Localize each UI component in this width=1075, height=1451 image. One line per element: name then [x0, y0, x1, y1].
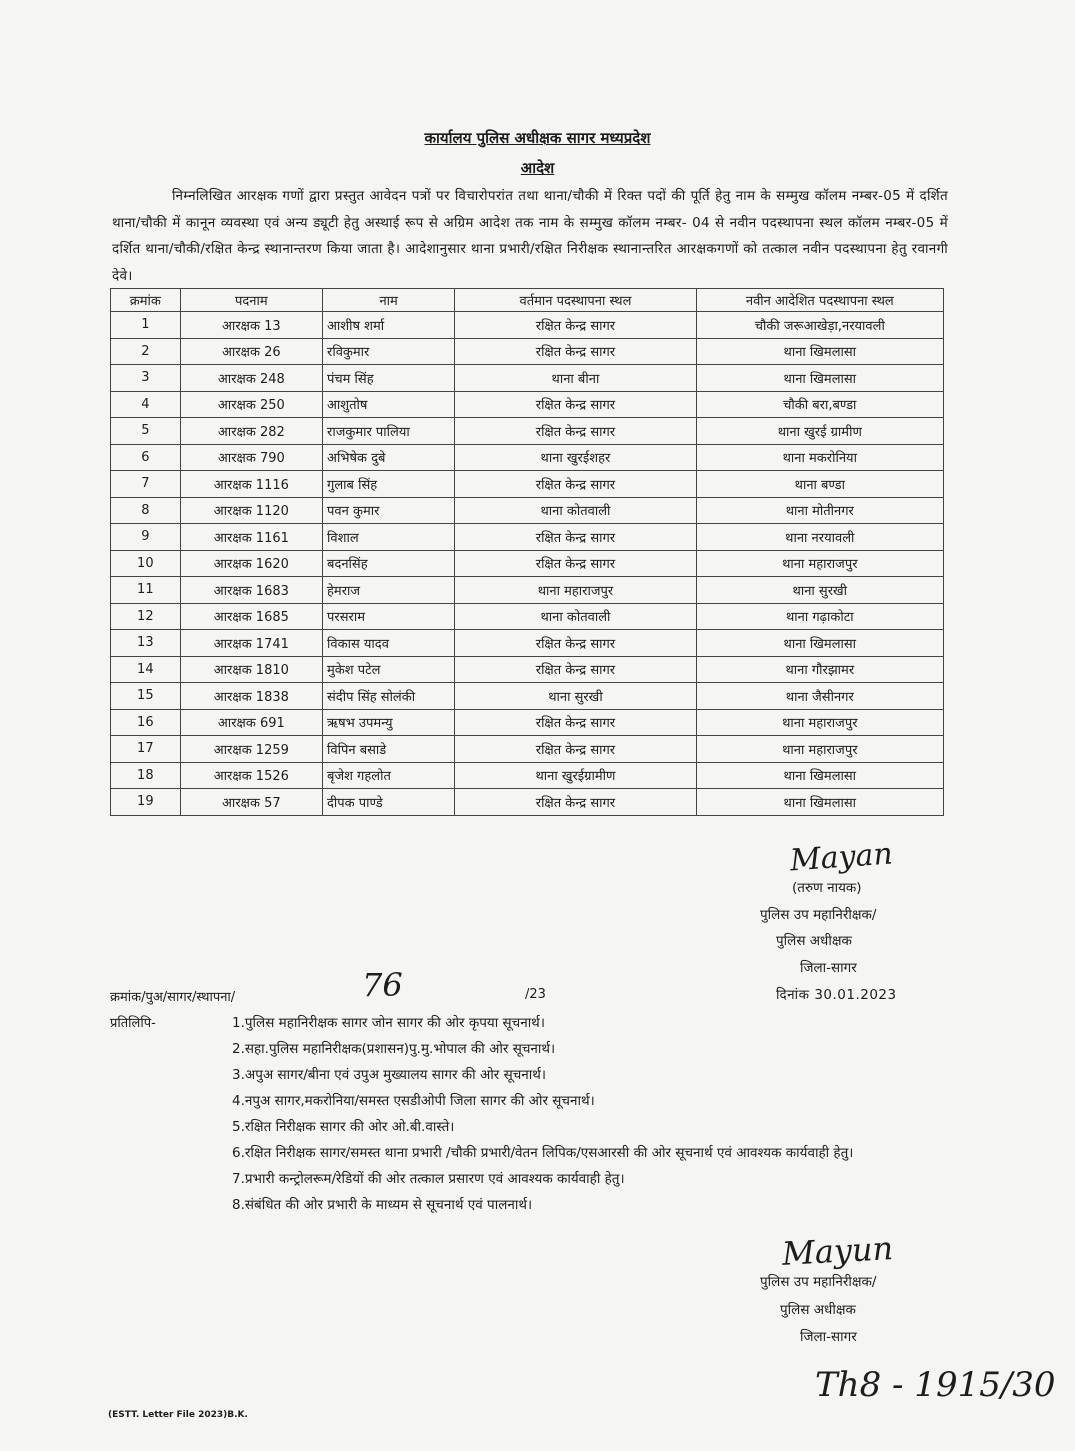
cell-current-posting: रक्षित केन्द्र सागर [455, 709, 696, 736]
cell-designation: आरक्षक 1683 [180, 577, 322, 604]
cell-designation: आरक्षक 1741 [180, 630, 322, 657]
cell-new-posting: थाना गढ़ाकोटा [696, 603, 943, 630]
cell-serial: 11 [111, 577, 181, 604]
cell-designation: आरक्षक 248 [180, 365, 322, 392]
table-row [111, 709, 944, 736]
cell-name: दीपक पाण्डे [323, 789, 455, 816]
cell-name: मुकेश पटेल [323, 656, 455, 683]
cell-new-posting: चौकी जरूआखेड़ा,नरयावली [696, 312, 943, 339]
cell-serial: 1 [111, 312, 181, 339]
cell-serial: 13 [111, 630, 181, 657]
cell-designation: आरक्षक 1685 [180, 603, 322, 630]
cell-serial: 8 [111, 497, 181, 524]
table-row [111, 365, 944, 392]
cell-serial: 19 [111, 789, 181, 816]
cell-current-posting: रक्षित केन्द्र सागर [455, 524, 696, 551]
officer-name: (तरुण नायक) [792, 880, 862, 896]
cell-current-posting: रक्षित केन्द्र सागर [455, 312, 696, 339]
cell-designation: आरक्षक 1810 [180, 656, 322, 683]
cell-new-posting: थाना खिमलासा [696, 762, 943, 789]
cell-serial: 10 [111, 550, 181, 577]
cell-designation: आरक्षक 26 [180, 338, 322, 365]
cell-name: बृजेश गहलोत [323, 762, 455, 789]
cell-new-posting: थाना मकरोनिया [696, 444, 943, 471]
cell-new-posting: थाना महाराजपुर [696, 709, 943, 736]
cell-serial: 7 [111, 471, 181, 498]
header-designation: पदनाम [180, 289, 322, 312]
cell-designation: आरक्षक 1120 [180, 497, 322, 524]
cell-new-posting: थाना खिमलासा [696, 789, 943, 816]
table-row [111, 630, 944, 657]
cell-name: आशीष शर्मा [323, 312, 455, 339]
cell-new-posting: थाना बण्डा [696, 471, 943, 498]
cell-designation: आरक्षक 1838 [180, 683, 322, 710]
cell-designation: आरक्षक 1259 [180, 736, 322, 763]
table-header-row [111, 289, 944, 312]
table-row [111, 391, 944, 418]
copy-item: 7.प्रभारी कन्ट्रोलरूम/रेडियों की ओर तत्काल प्रसारण एवं आवश्यक कार्यवाही हेतु। [232, 1171, 625, 1187]
cell-name: आशुतोष [323, 391, 455, 418]
cell-serial: 4 [111, 391, 181, 418]
office-title: कार्यालय पुलिस अधीक्षक सागर मध्यप्रदेश [424, 129, 651, 147]
cell-name: ऋषभ उपमन्यु [323, 709, 455, 736]
cell-designation: आरक्षक 691 [180, 709, 322, 736]
cell-current-posting: रक्षित केन्द्र सागर [455, 736, 696, 763]
copy-item: 2.सहा.पुलिस महानिरीक्षक(प्रशासन)पु.मु.भोपाल की ओर सूचनार्थ। [232, 1041, 556, 1057]
second-signature-mark: Mayun [781, 1229, 895, 1273]
copy-item: 8.संबंधित की ओर प्रभारी के माध्यम से सूचनार्थ एवं पालनार्थ। [232, 1197, 533, 1213]
cell-name: संदीप सिंह सोलंकी [323, 683, 455, 710]
cell-designation: आरक्षक 250 [180, 391, 322, 418]
table-row [111, 736, 944, 763]
cell-name: अभिषेक दुबे [323, 444, 455, 471]
cell-designation: आरक्षक 1161 [180, 524, 322, 551]
copy-list [232, 1010, 912, 1218]
cell-current-posting: रक्षित केन्द्र सागर [455, 418, 696, 445]
header-name: नाम [323, 289, 455, 312]
handwritten-note: Th8 - 1915/30 [815, 1365, 1056, 1405]
cell-new-posting: थाना महाराजपुर [696, 550, 943, 577]
copy-item: 4.नपुअ सागर,मकरोनिया/समस्त एसडीओपी जिला सागर की ओर सूचनार्थ। [232, 1093, 595, 1109]
copy-item: 3.अपुअ सागर/बीना एवं उपुअ मुख्यालय सागर की ओर सूचनार्थ। [232, 1067, 546, 1083]
copy-item: 6.रक्षित निरीक्षक सागर/समस्त थाना प्रभारी /चौकी प्रभारी/वेतन लिपिक/एसआरसी की ओर सूचनार्थ एवं आवश्यक कार्यवाही हेतु। [232, 1145, 854, 1161]
cell-name: विकास यादव [323, 630, 455, 657]
cell-current-posting: थाना महाराजपुर [455, 577, 696, 604]
cell-current-posting: रक्षित केन्द्र सागर [455, 789, 696, 816]
header-new-posting: नवीन आदेशित पदस्थापना स्थल [696, 289, 943, 312]
cell-current-posting: थाना कोतवाली [455, 497, 696, 524]
second-designation-line-1: पुलिस उप महानिरीक्षक/ [760, 1274, 877, 1290]
cell-new-posting: थाना जैसीनगर [696, 683, 943, 710]
cell-name: विपिन बसाडे [323, 736, 455, 763]
table-row [111, 603, 944, 630]
cell-designation: आरक्षक 13 [180, 312, 322, 339]
cell-serial: 6 [111, 444, 181, 471]
district-label: जिला-सागर [800, 960, 857, 976]
order-date: दिनांक 30.01.2023 [776, 987, 897, 1003]
cell-designation: आरक्षक 57 [180, 789, 322, 816]
cell-new-posting: थाना गौरझामर [696, 656, 943, 683]
table-row [111, 497, 944, 524]
cell-new-posting: थाना मोतीनगर [696, 497, 943, 524]
cell-new-posting: थाना खिमलासा [696, 338, 943, 365]
cell-new-posting: थाना महाराजपुर [696, 736, 943, 763]
second-district-label: जिला-सागर [800, 1329, 857, 1345]
table-row [111, 471, 944, 498]
table-row [111, 524, 944, 551]
cell-name: पंचम सिंह [323, 365, 455, 392]
copy-label: प्रतिलिपि- [110, 1016, 156, 1031]
cell-new-posting: थाना खिमलासा [696, 365, 943, 392]
cell-serial: 9 [111, 524, 181, 551]
cell-current-posting: रक्षित केन्द्र सागर [455, 471, 696, 498]
cell-new-posting: थाना नरयावली [696, 524, 943, 551]
reference-year: /23 [525, 987, 546, 1002]
cell-current-posting: थाना सुरखी [455, 683, 696, 710]
cell-designation: आरक्षक 1620 [180, 550, 322, 577]
table-row [111, 762, 944, 789]
cell-current-posting: रक्षित केन्द्र सागर [455, 550, 696, 577]
cell-designation: आरक्षक 282 [180, 418, 322, 445]
cell-name: हेमराज [323, 577, 455, 604]
cell-name: विशाल [323, 524, 455, 551]
header-serial: क्रमांक [111, 289, 181, 312]
table-row [111, 550, 944, 577]
table-row [111, 656, 944, 683]
cell-designation: आरक्षक 1116 [180, 471, 322, 498]
cell-new-posting: थाना खिमलासा [696, 630, 943, 657]
cell-name: राजकुमार पालिया [323, 418, 455, 445]
cell-new-posting: चौकी बरा,बण्डा [696, 391, 943, 418]
table-row [111, 683, 944, 710]
cell-serial: 2 [111, 338, 181, 365]
reference-number: 76 [362, 966, 403, 1004]
table-row [111, 312, 944, 339]
cell-serial: 3 [111, 365, 181, 392]
cell-current-posting: थाना बीना [455, 365, 696, 392]
designation-line-1: पुलिस उप महानिरीक्षक/ [760, 907, 877, 923]
cell-current-posting: रक्षित केन्द्र सागर [455, 630, 696, 657]
cell-current-posting: थाना खुरईशहर [455, 444, 696, 471]
cell-name: परसराम [323, 603, 455, 630]
cell-serial: 14 [111, 656, 181, 683]
cell-name: बदनसिंह [323, 550, 455, 577]
cell-serial: 5 [111, 418, 181, 445]
cell-new-posting: थाना सुरखी [696, 577, 943, 604]
cell-serial: 16 [111, 709, 181, 736]
transfer-table [110, 288, 944, 816]
cell-current-posting: रक्षित केन्द्र सागर [455, 338, 696, 365]
header-current-posting: वर्तमान पदस्थापना स्थल [455, 289, 696, 312]
signature-mark: Mayan [788, 836, 894, 879]
reference-prefix: क्रमांक/पुअ/सागर/स्थापना/ [110, 990, 236, 1005]
copy-item: 5.रक्षित निरीक्षक सागर की ओर ओ.बी.वास्ते। [232, 1119, 455, 1135]
order-heading: आदेश [520, 159, 555, 177]
table-row [111, 418, 944, 445]
second-designation-line-2: पुलिस अधीक्षक [780, 1302, 856, 1318]
designation-line-2: पुलिस अधीक्षक [776, 933, 852, 949]
file-reference: (ESTT. Letter File 2023)B.K. [108, 1410, 248, 1420]
cell-new-posting: थाना खुरई ग्रामीण [696, 418, 943, 445]
cell-current-posting: रक्षित केन्द्र सागर [455, 391, 696, 418]
cell-serial: 18 [111, 762, 181, 789]
cell-current-posting: रक्षित केन्द्र सागर [455, 656, 696, 683]
cell-name: रविकुमार [323, 338, 455, 365]
table-body [111, 312, 944, 816]
cell-designation: आरक्षक 790 [180, 444, 322, 471]
cell-serial: 12 [111, 603, 181, 630]
cell-serial: 17 [111, 736, 181, 763]
table-row [111, 577, 944, 604]
table-row [111, 338, 944, 365]
order-paragraph: निम्नलिखित आरक्षक गणों द्वारा प्रस्तुत आवेदन पत्रों पर विचारोपरांत तथा थाना/चौकी में रिक्त पदों की पूर्ति हेतु नाम के सम्मुख कॉलम नम्बर-05 में दर्शित थाना/चौकी में कानून व्यवस्था एवं अन्य ड्यूटी हेतु अस्थाई रूप से अग्रिम आदेश तक नाम के सम्मुख कॉलम नम्बर- 04 से नवीन पदस्थापना स्थल कॉलम नम्बर-05 में दर्शित थाना/चौकी/रक्षित केन्द्र स्थानान्तरण किया जाता है। आदेशानुसार थाना प्रभारी/रक्षित निरीक्षक स्थानान्तरित आरक्षकगणों को तत्काल नवीन पदस्थापना हेतु रवानगी देवे। [112, 188, 948, 284]
copy-item: 1.पुलिस महानिरीक्षक सागर जोन सागर की ओर कृपया सूचनार्थ। [232, 1015, 545, 1031]
cell-serial: 15 [111, 683, 181, 710]
cell-current-posting: थाना खुरईग्रामीण [455, 762, 696, 789]
cell-designation: आरक्षक 1526 [180, 762, 322, 789]
table-row [111, 789, 944, 816]
cell-name: गुलाब सिंह [323, 471, 455, 498]
cell-current-posting: थाना कोतवाली [455, 603, 696, 630]
table-row [111, 444, 944, 471]
cell-name: पवन कुमार [323, 497, 455, 524]
